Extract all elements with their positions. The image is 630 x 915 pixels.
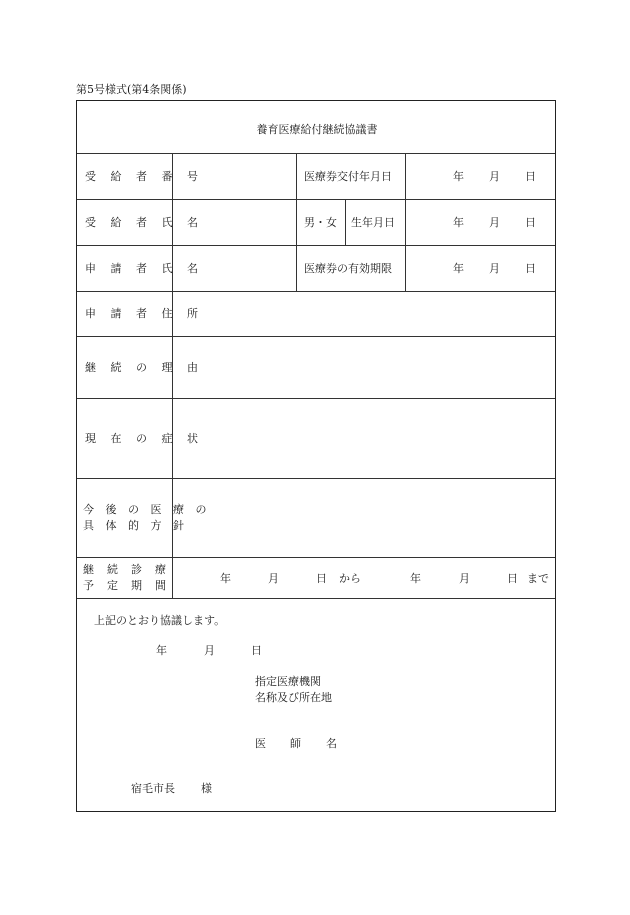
label-validity: 医療券の有効期限 — [304, 262, 392, 275]
period-end-month-unit: 月 — [459, 572, 470, 585]
birth-date-year-unit: 年 — [453, 216, 464, 229]
statement-date-field[interactable] — [137, 641, 277, 661]
issue-date-year-unit: 年 — [453, 170, 464, 183]
label-issue-date: 医療券交付年月日 — [304, 170, 392, 183]
period-end-day-unit: 日 — [507, 572, 518, 585]
form-title: 養育医療給付継続協議書 — [256, 123, 378, 136]
label-future-plan-line2: 具 体 的 方 針 — [83, 519, 188, 532]
validity-date-field[interactable] — [406, 246, 555, 291]
doctor-label-char-1: 医 — [255, 737, 266, 750]
issue-date-month-unit: 月 — [489, 170, 500, 183]
honorific: 様 — [201, 782, 212, 795]
future-plan-field[interactable] — [173, 479, 555, 557]
recipient-number-field[interactable] — [173, 154, 296, 199]
label-period-line2 — [83, 580, 166, 591]
validity-day-unit: 日 — [525, 262, 536, 275]
label-continuation-reason: 継 続 の 理 由 — [85, 361, 204, 374]
continuation-reason-field[interactable] — [173, 337, 555, 398]
label-period-char: 予 — [83, 579, 94, 592]
period-from-text: から — [339, 572, 361, 585]
birth-date-day-unit: 日 — [525, 216, 536, 229]
period-start-day-unit: 日 — [316, 572, 327, 585]
validity-year-unit: 年 — [453, 262, 464, 275]
label-period-char: 診 — [131, 563, 142, 576]
doctor-label-char-2: 師 — [290, 737, 301, 750]
recipient-name-field[interactable] — [173, 200, 296, 245]
label-period-char: 間 — [155, 579, 166, 592]
label-period-char: 期 — [131, 579, 142, 592]
statement-year-unit: 年 — [156, 644, 167, 657]
applicant-address-field[interactable] — [173, 292, 555, 336]
label-period-char: 定 — [107, 579, 118, 592]
consultation-form — [76, 100, 556, 812]
label-birth-date: 生年月日 — [351, 216, 395, 229]
institution-field[interactable] — [347, 671, 547, 711]
issue-date-day-unit: 日 — [525, 170, 536, 183]
label-future-plan-line1: 今 後 の 医 療 の — [83, 503, 211, 516]
label-period-char: 続 — [107, 563, 118, 576]
doctor-label-char-3: 名 — [326, 737, 337, 750]
rule-sex-divider — [345, 199, 346, 245]
form-number: 第5号様式(第4条関係) — [76, 83, 187, 96]
applicant-name-field[interactable] — [173, 246, 296, 291]
label-recipient-name: 受 給 者 氏 名 — [85, 216, 204, 229]
label-period-char: 継 — [83, 563, 94, 576]
institution-label-line1: 指定医療機関 — [255, 675, 321, 688]
statement-day-unit: 日 — [251, 644, 262, 657]
period-start-month-unit: 月 — [268, 572, 279, 585]
validity-month-unit: 月 — [489, 262, 500, 275]
period-end-year-unit: 年 — [410, 572, 421, 585]
sex-selector[interactable]: 男・女 — [304, 216, 337, 229]
label-current-symptoms: 現 在 の 症 状 — [85, 432, 204, 445]
period-start-year-unit: 年 — [220, 572, 231, 585]
label-recipient-number: 受 給 者 番 号 — [85, 170, 204, 183]
period-until-text: まで — [527, 572, 549, 585]
current-symptoms-field[interactable] — [173, 399, 555, 478]
statement-month-unit: 月 — [204, 644, 215, 657]
rule-row8-bottom — [77, 598, 555, 599]
birth-date-field[interactable] — [406, 200, 555, 245]
institution-label-line2: 名称及び所在地 — [255, 691, 332, 704]
label-applicant-name: 申 請 者 氏 名 — [85, 262, 204, 275]
issue-date-field[interactable] — [406, 154, 555, 199]
birth-date-month-unit: 月 — [489, 216, 500, 229]
addressee: 宿毛市長 — [131, 782, 175, 795]
rule-right-block-left — [296, 153, 297, 291]
label-period-char: 療 — [155, 563, 166, 576]
statement-text: 上記のとおり協議します。 — [94, 614, 226, 627]
doctor-name-field[interactable] — [347, 729, 547, 757]
label-period-line1 — [83, 564, 166, 575]
treatment-period-field[interactable] — [173, 558, 555, 598]
label-applicant-address: 申 請 者 住 所 — [85, 307, 204, 320]
